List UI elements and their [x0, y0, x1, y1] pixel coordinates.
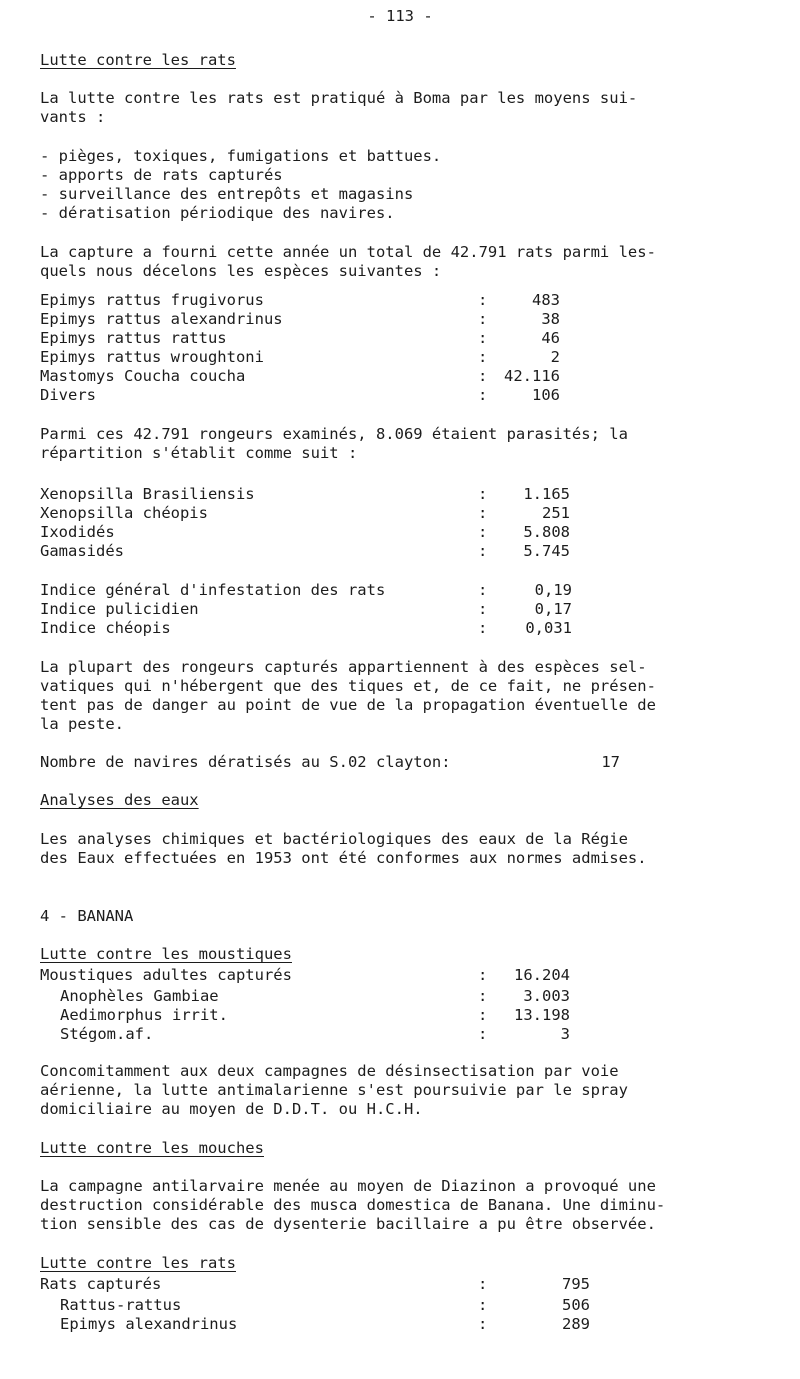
- colon-separator: :: [478, 1296, 488, 1314]
- colon-separator: :: [478, 504, 488, 522]
- parasite-name: Xenopsilla Brasiliensis: [40, 485, 255, 503]
- species-value: 106: [532, 386, 560, 404]
- species-name: Epimys rattus frugivorus: [40, 291, 264, 309]
- rats-species-name: Epimys alexandrinus: [60, 1315, 238, 1333]
- means-item: - dératisation périodique des navires.: [40, 204, 395, 222]
- rats-total-name: Rats capturés: [40, 1275, 162, 1293]
- mosq-species-name: Aedimorphus irrit.: [60, 1006, 228, 1024]
- colon-separator: :: [478, 987, 488, 1005]
- rats-species-value: 289: [562, 1315, 590, 1333]
- colon-separator: :: [478, 1275, 488, 1293]
- page-number: - 113 -: [367, 7, 433, 25]
- index-name: Indice pulicidien: [40, 600, 199, 618]
- colon-separator: :: [478, 329, 488, 347]
- colon-separator: :: [478, 1025, 488, 1043]
- colon-separator: :: [478, 600, 488, 618]
- intro-line: vants :: [40, 108, 106, 126]
- species-value: 2: [550, 348, 560, 366]
- plague-text: La plupart des rongeurs capturés appartiennent à des espèces sel-: [40, 658, 647, 676]
- colon-separator: :: [478, 1315, 488, 1333]
- mosq-text: Concomitamment aux deux campagnes de désinsectisation par voie: [40, 1062, 619, 1080]
- species-value: 46: [541, 329, 560, 347]
- mosq-species-name: Anophèles Gambiae: [60, 987, 219, 1005]
- colon-separator: :: [478, 485, 488, 503]
- rats-species-value: 506: [562, 1296, 590, 1314]
- colon-separator: :: [478, 542, 488, 560]
- mosq-text: domiciliaire au moyen de D.D.T. ou H.C.H.: [40, 1100, 423, 1118]
- plague-text: la peste.: [40, 715, 124, 733]
- water-text: des Eaux effectuées en 1953 ont été conformes aux normes admises.: [40, 849, 647, 867]
- colon-separator: :: [478, 367, 488, 385]
- species-name: Divers: [40, 386, 96, 404]
- flies-text: La campagne antilarvaire menée au moyen de Diazinon a provoqué une: [40, 1177, 656, 1195]
- capture-text: La capture a fourni cette année un total de 42.791 rats parmi les-: [40, 243, 656, 261]
- species-name: Epimys rattus alexandrinus: [40, 310, 283, 328]
- section-title-water: Analyses des eaux: [40, 791, 199, 809]
- section-title-flies: Lutte contre les mouches: [40, 1139, 264, 1157]
- parasite-name: Gamasidés: [40, 542, 124, 560]
- means-item: - surveillance des entrepôts et magasins: [40, 185, 414, 203]
- means-item: - pièges, toxiques, fumigations et battues.: [40, 147, 442, 165]
- parasites-text: répartition s'établit comme suit :: [40, 444, 358, 462]
- mosq-species-value: 3: [560, 1025, 570, 1043]
- ships-value: 17: [601, 753, 620, 771]
- species-value: 483: [532, 291, 560, 309]
- flies-text: destruction considérable des musca domestica de Banana. Une diminu-: [40, 1196, 666, 1214]
- colon-separator: :: [478, 291, 488, 309]
- colon-separator: :: [478, 348, 488, 366]
- mosq-total-name: Moustiques adultes capturés: [40, 966, 292, 984]
- ships-label: Nombre de navires dératisés au S.02 clayton:: [40, 753, 451, 771]
- parasite-value: 1.165: [523, 485, 570, 503]
- index-value: 0,17: [534, 600, 572, 618]
- means-item: - apports de rats capturés: [40, 166, 283, 184]
- index-name: Indice chéopis: [40, 619, 171, 637]
- parasite-value: 5.808: [523, 523, 570, 541]
- intro-line: La lutte contre les rats est pratiqué à Boma par les moyens sui-: [40, 89, 638, 107]
- section-title-mosquitoes: Lutte contre les moustiques: [40, 945, 292, 963]
- mosq-species-name: Stégom.af.: [60, 1025, 154, 1043]
- section-title-rats-banana: Lutte contre les rats: [40, 1254, 236, 1272]
- plague-text: vatiques qui n'hébergent que des tiques et, de ce fait, ne présen-: [40, 677, 656, 695]
- colon-separator: :: [478, 619, 488, 637]
- mosq-total-value: 16.204: [514, 966, 570, 984]
- capture-text: quels nous décelons les espèces suivantes :: [40, 262, 442, 280]
- parasites-text: Parmi ces 42.791 rongeurs examinés, 8.069 étaient parasités; la: [40, 425, 628, 443]
- water-text: Les analyses chimiques et bactériologiques des eaux de la Régie: [40, 830, 628, 848]
- colon-separator: :: [478, 310, 488, 328]
- index-name: Indice général d'infestation des rats: [40, 581, 386, 599]
- mosq-species-value: 13.198: [514, 1006, 570, 1024]
- colon-separator: :: [478, 523, 488, 541]
- index-value: 0,031: [525, 619, 572, 637]
- rats-total-value: 795: [562, 1275, 590, 1293]
- species-name: Epimys rattus rattus: [40, 329, 227, 347]
- parasite-name: Ixodidés: [40, 523, 115, 541]
- parasite-name: Xenopsilla chéopis: [40, 504, 208, 522]
- species-name: Mastomys Coucha coucha: [40, 367, 246, 385]
- section-title-rats: Lutte contre les rats: [40, 51, 236, 69]
- parasite-value: 251: [542, 504, 570, 522]
- colon-separator: :: [478, 581, 488, 599]
- species-value: 42.116: [504, 367, 560, 385]
- mosq-species-value: 3.003: [523, 987, 570, 1005]
- colon-separator: :: [478, 966, 488, 984]
- species-name: Epimys rattus wroughtoni: [40, 348, 264, 366]
- flies-text: tion sensible des cas de dysenterie bacillaire a pu être observée.: [40, 1215, 656, 1233]
- species-value: 38: [541, 310, 560, 328]
- section-heading-banana: 4 - BANANA: [40, 907, 134, 925]
- rats-species-name: Rattus-rattus: [60, 1296, 182, 1314]
- parasite-value: 5.745: [523, 542, 570, 560]
- mosq-text: aérienne, la lutte antimalarienne s'est poursuivie par le spray: [40, 1081, 628, 1099]
- colon-separator: :: [478, 386, 488, 404]
- colon-separator: :: [478, 1006, 488, 1024]
- plague-text: tent pas de danger au point de vue de la propagation éventuelle de: [40, 696, 656, 714]
- index-value: 0,19: [534, 581, 572, 599]
